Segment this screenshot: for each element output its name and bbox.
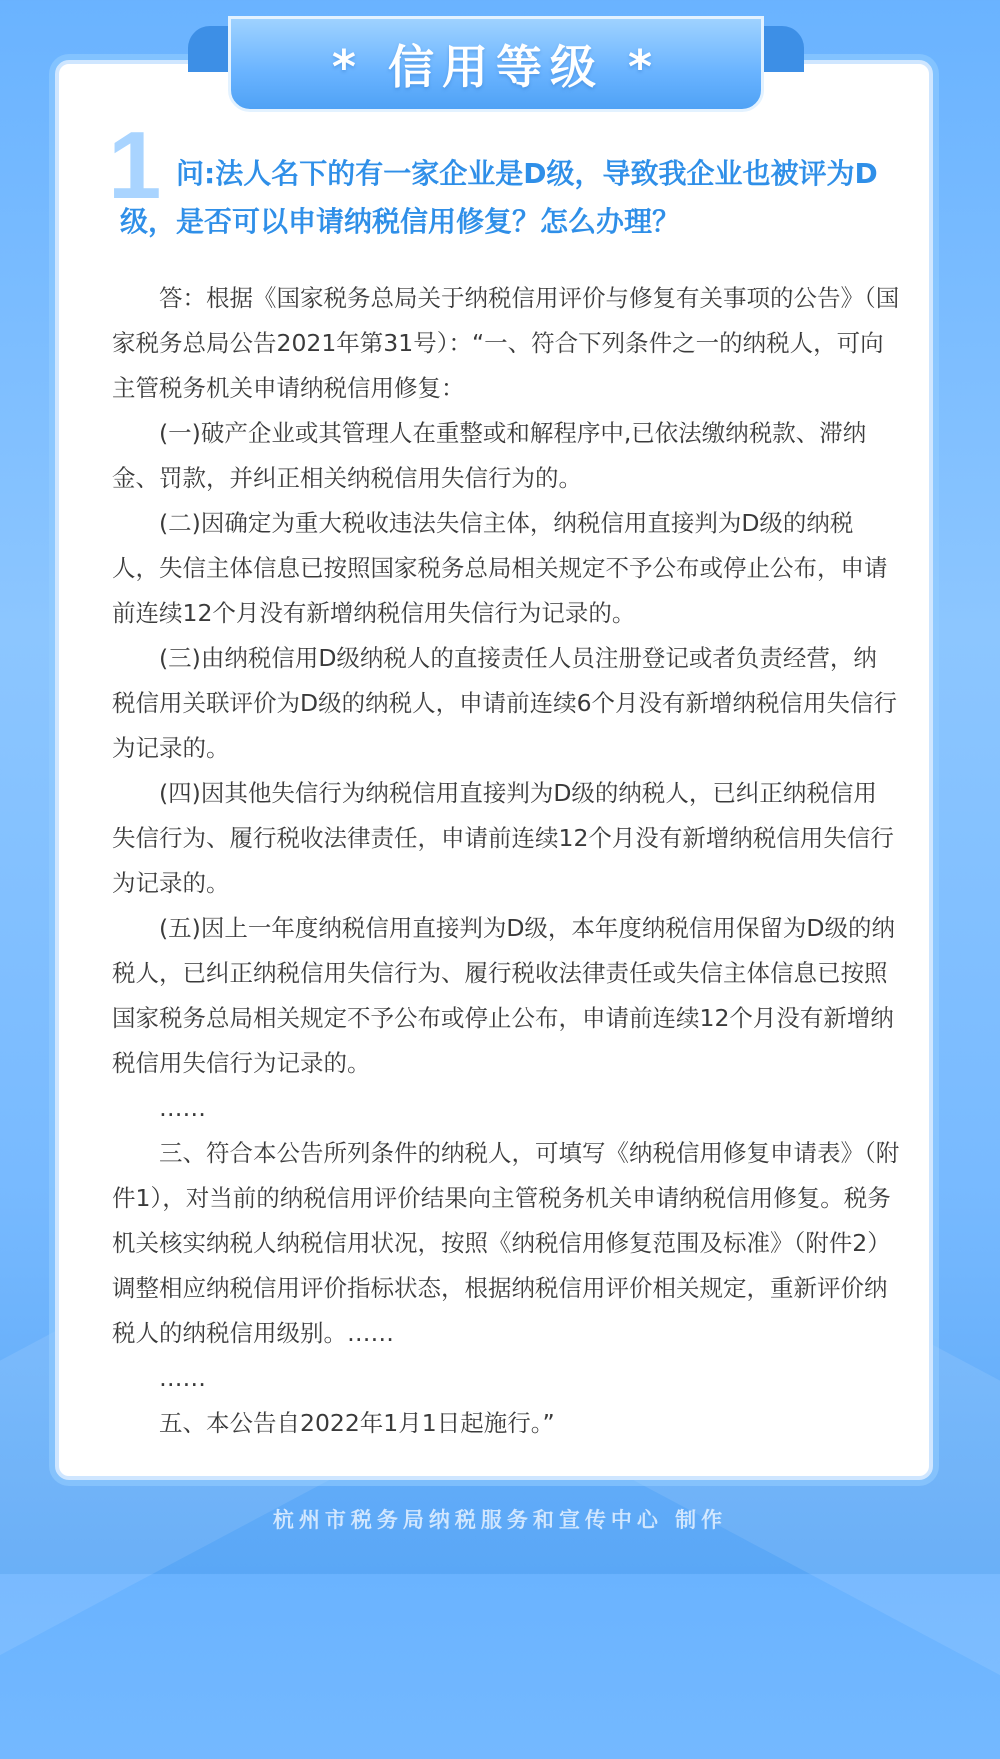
answer-paragraph: (四)因其他失信行为纳税信用直接判为D级的纳税人，已纠正纳税信用失信行为、履行税收法律责任，申请前连续12个月没有新增纳税信用失信行为记录的。 <box>112 779 894 897</box>
question-text: 问:法人名下的有一家企业是D级，导致我企业也被评为D级，是否可以申请纳税信用修复？怎么办理？ <box>120 157 878 238</box>
answer-paragraph: (一)破产企业或其管理人在重整或和解程序中,已依法缴纳税款、滞纳金、罚款，并纠正相关纳税信用失信行为的。 <box>112 419 867 492</box>
answer-paragraph: (三)由纳税信用D级纳税人的直接责任人员注册登记或者负责经营，纳税信用关联评价为D级的纳税人，申请前连续6个月没有新增纳税信用失信行为记录的。 <box>112 644 898 762</box>
page-title: * 信用等级 * <box>331 40 661 94</box>
answer-ellipsis: …… <box>159 1364 206 1392</box>
answer-paragraph: 三、符合本公告所列条件的纳税人，可填写《纳税信用修复申请表》（附件1），对当前的纳税信用评价结果向主管税务机关申请纳税信用修复。税务机关核实纳税人纳税信用状况，按照《纳税信用修复范围及标准》（附件2）调整相应纳税信用评价指标状态，根据纳税信用评价相关规定，重新评价纳税人的纳税信用级别。…… <box>112 1139 900 1347</box>
title-ribbon <box>188 16 804 116</box>
ribbon-banner <box>228 16 764 112</box>
answer-body <box>112 276 900 1446</box>
answer-paragraph: (五)因上一年度纳税信用直接判为D级，本年度纳税信用保留为D级的纳税人，已纠正纳税信用失信行为、履行税收法律责任或失信主体信息已按照国家税务总局相关规定不予公布或停止公布，申请前连续12个月没有新增纳税信用失信行为记录的。 <box>112 914 896 1077</box>
answer-paragraph: (二)因确定为重大税收违法失信主体，纳税信用直接判为D级的纳税人，失信主体信息已按照国家税务总局相关规定不予公布或停止公布，申请前连续12个月没有新增纳税信用失信行为记录的。 <box>112 509 888 627</box>
footer-credit: 杭州市税务局纳税服务和宣传中心 制作 <box>272 1508 728 1532</box>
answer-paragraph: 五、本公告自2022年1月1日起施行。” <box>159 1409 555 1437</box>
question-number: 1 <box>108 112 162 219</box>
answer-ellipsis: …… <box>159 1094 206 1122</box>
answer-paragraph: 答：根据《国家税务总局关于纳税信用评价与修复有关事项的公告》（国家税务总局公告2021年第31号）：“一、符合下列条件之一的纳税人，可向主管税务机关申请纳税信用修复： <box>112 284 900 402</box>
